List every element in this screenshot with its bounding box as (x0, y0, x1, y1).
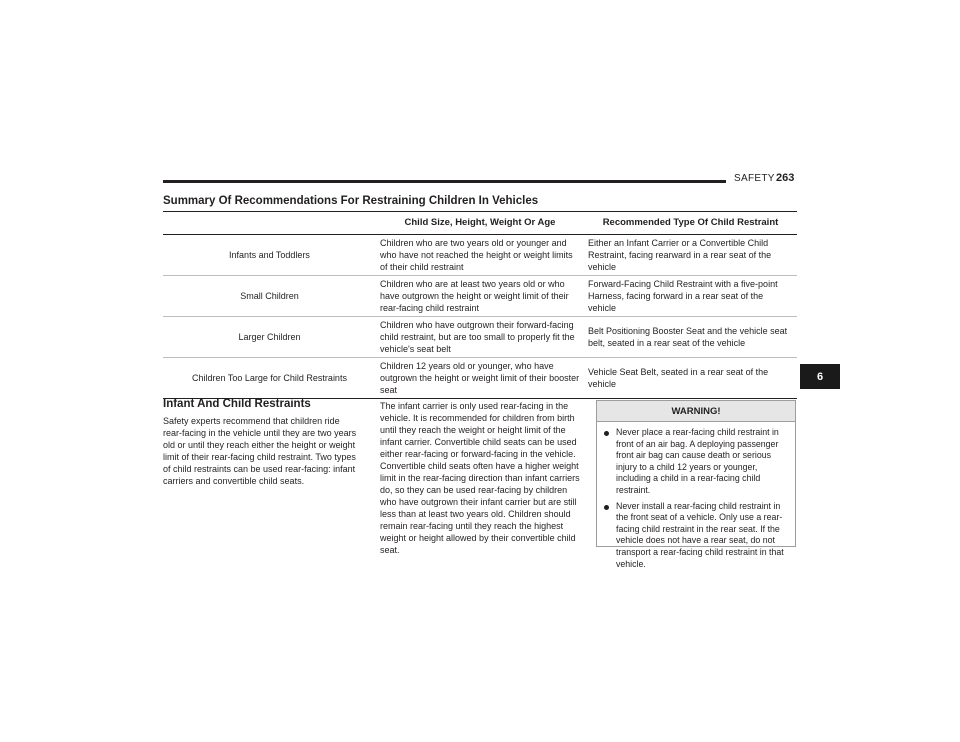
table-cell-recommendation: Vehicle Seat Belt, seated in a rear seat of the vehicle (584, 358, 797, 399)
table-cell-recommendation: Belt Positioning Booster Seat and the vehicle seat belt, seated in a rear seat of the vehicle (584, 317, 797, 358)
table-row (163, 276, 797, 317)
table-cell-size: Children who are two years old or younger and who have not reached the height or weight limits of their child restraint (376, 235, 584, 276)
table-row (163, 358, 797, 399)
warning-item (603, 501, 789, 571)
header-section-name: SAFETY (734, 173, 775, 184)
warning-item-text: Never install a rear-facing child restraint in the front seat of a vehicle. Only use a rear-facing child restraint in the rear seat. If the vehicle does not have a rear seat, do not transport a rear-facing child restraint in that vehicle. (616, 500, 784, 569)
table-cell-category: Infants and Toddlers (163, 235, 376, 276)
table-cell-size: Children who are at least two years old or who have outgrown the height or weight limit of their rear-facing child restraint (376, 276, 584, 317)
warning-item (603, 427, 789, 497)
bullet-icon (604, 431, 609, 436)
table-cell-category: Small Children (163, 276, 376, 317)
recommendations-table (163, 211, 797, 399)
warning-list (597, 422, 795, 570)
table-title: Summary Of Recommendations For Restraining Children In Vehicles (163, 195, 539, 207)
table-row (163, 235, 797, 276)
table-cell-recommendation: Either an Infant Carrier or a Convertible Child Restraint, facing rearward in a rear seat of the vehicle (584, 235, 797, 276)
table-cell-category: Larger Children (163, 317, 376, 358)
body-paragraph: Safety experts recommend that children ride rear-facing in the vehicle until they are two years old or until they reach either the height or weight limit of their rear-facing child restraint. Two types of child restraints can be used rear-facing: infant carriers and convertible child seats. (163, 416, 357, 486)
warning-title: WARNING! (597, 401, 795, 422)
column-header-category (163, 212, 376, 235)
body-paragraph: The infant carrier is only used rear-facing in the vehicle. It is recommended for children from birth until they reach the weight or height limit of the infant carrier. Convertible child seats can be used either rear-facing or forward-facing in the vehicle. Convertible child seats often have a higher weight limit in the rear-facing direction than infant carriers do, so they can be used rear-facing by children who have outgrown their infant carrier but are still less than at least two years old. Children should remain rear-facing until they reach the highest weight or height allowed by their convertible child seat. (380, 401, 580, 555)
table-row (163, 317, 797, 358)
table-header-row (163, 212, 797, 235)
warning-box (596, 400, 796, 569)
table-cell-size: Children 12 years old or younger, who have outgrown the height or weight limit of their booster seat (376, 358, 584, 399)
column-header-recommendation: Recommended Type Of Child Restraint (584, 212, 797, 235)
table-cell-recommendation: Forward-Facing Child Restraint with a five-point Harness, facing forward in a rear seat of the vehicle (584, 276, 797, 317)
column-header-size: Child Size, Height, Weight Or Age (376, 212, 584, 235)
section-heading: Infant And Child Restraints (163, 398, 311, 410)
page-number: 263 (776, 172, 795, 184)
table-cell-category: Children Too Large for Child Restraints (163, 358, 376, 399)
bullet-icon (604, 505, 609, 510)
header-rule (163, 180, 726, 183)
table-cell-size: Children who have outgrown their forward-facing child restraint, but are too small to properly fit the vehicle's seat belt (376, 317, 584, 358)
warning-item-text: Never place a rear-facing child restraint in front of an air bag. A deploying passenger front air bag can cause death or serious injury to a child 12 years or younger, including a child in a rear-facing child restraint. (616, 427, 779, 495)
chapter-tab: 6 (800, 364, 840, 389)
